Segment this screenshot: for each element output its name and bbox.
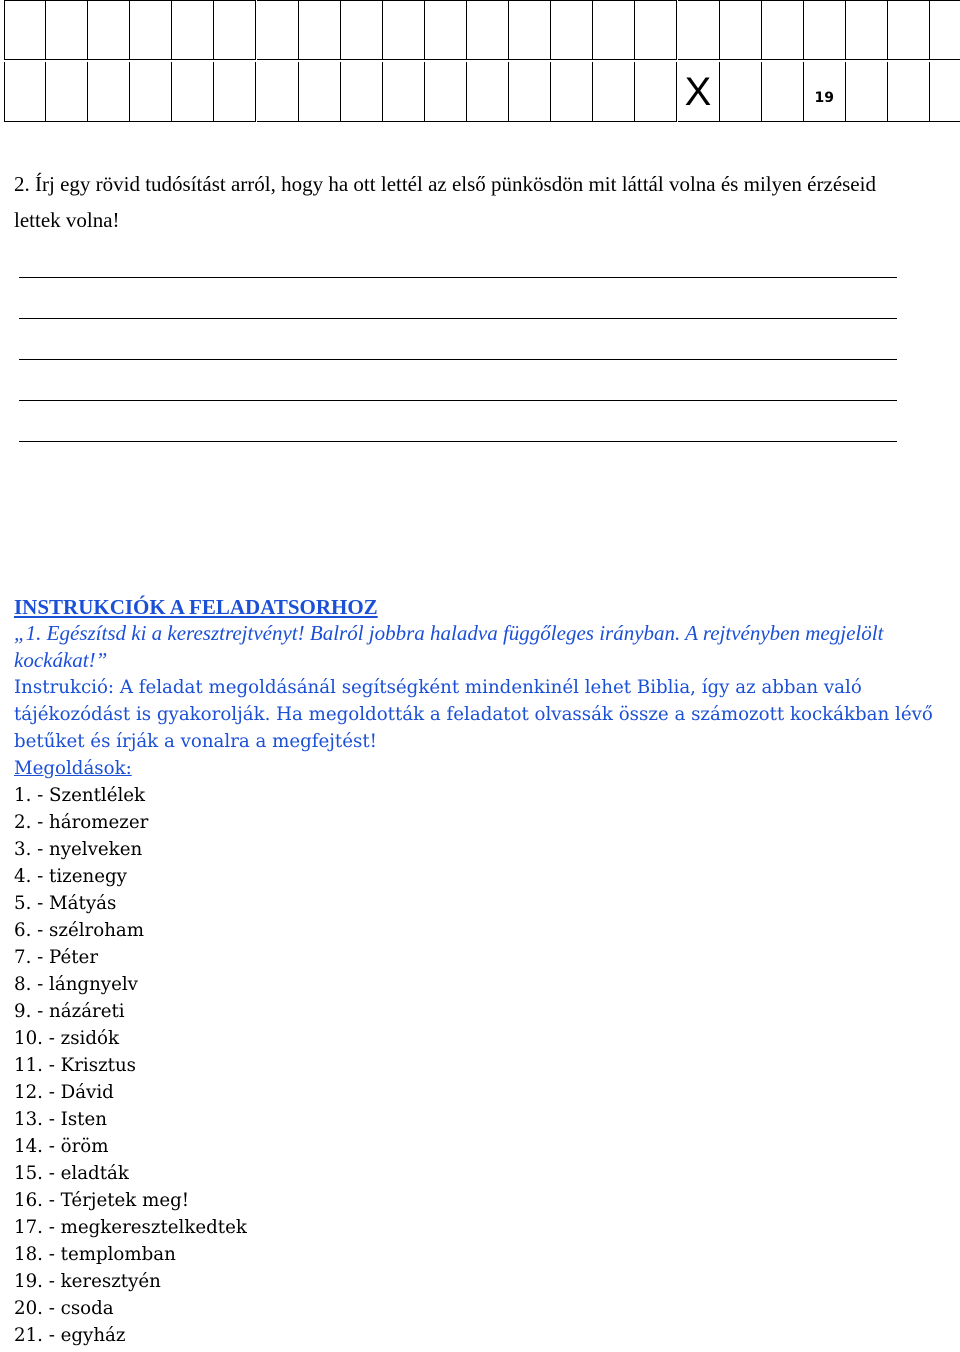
instructions-title: INSTRUKCIÓK A FELADATSORHOZ bbox=[14, 595, 378, 619]
solution-item: 16. - Térjetek meg! bbox=[14, 1190, 190, 1211]
crossword-cell bbox=[888, 62, 930, 122]
crossword-cell bbox=[341, 62, 383, 122]
crossword-cell bbox=[130, 62, 172, 122]
crossword-cell bbox=[299, 0, 341, 60]
crossword-cell bbox=[593, 0, 635, 60]
crossword-cell bbox=[888, 0, 930, 60]
crossword-cell bbox=[509, 0, 551, 60]
crossword-cell bbox=[551, 0, 593, 60]
crossword-cell bbox=[88, 62, 130, 122]
crossword-row-2 bbox=[4, 62, 960, 124]
crossword-cell bbox=[46, 62, 88, 122]
solution-item: 2. - háromezer bbox=[14, 812, 149, 833]
crossword-cell bbox=[257, 62, 299, 122]
crossword-cell bbox=[425, 62, 467, 122]
crossword-cell bbox=[804, 62, 846, 122]
crossword-cell bbox=[678, 0, 720, 60]
marked-cell-x: X bbox=[684, 70, 712, 114]
crossword-cell bbox=[762, 0, 804, 60]
solutions-list bbox=[14, 782, 934, 1349]
crossword-cell bbox=[214, 0, 256, 60]
solution-item: 7. - Péter bbox=[14, 947, 99, 968]
crossword-cell bbox=[720, 62, 762, 122]
task-1-instruction: „1. Egészítsd ki a keresztrejtvényt! Balról jobbra haladva függőleges irányban. A rejtvényben megjelölt kockákat!” bbox=[14, 621, 884, 672]
crossword-grid bbox=[4, 0, 960, 126]
instructions-section bbox=[14, 594, 934, 1349]
answer-line bbox=[19, 318, 897, 319]
crossword-cell bbox=[214, 62, 256, 122]
crossword-cell bbox=[88, 0, 130, 60]
solution-item: 13. - Isten bbox=[14, 1109, 107, 1130]
crossword-cell bbox=[46, 0, 88, 60]
solution-item: 14. - öröm bbox=[14, 1136, 109, 1157]
solution-item: 4. - tizenegy bbox=[14, 866, 127, 887]
crossword-cell bbox=[299, 62, 341, 122]
solution-item: 5. - Mátyás bbox=[14, 893, 117, 914]
crossword-cell bbox=[4, 0, 46, 60]
crossword-cell bbox=[678, 62, 720, 122]
solution-item: 11. - Krisztus bbox=[14, 1055, 137, 1076]
solution-item: 17. - megkeresztelkedtek bbox=[14, 1217, 247, 1238]
solution-item: 8. - lángnyelv bbox=[14, 974, 138, 995]
crossword-cell bbox=[551, 62, 593, 122]
answer-line bbox=[19, 400, 897, 401]
solution-item: 15. - eladták bbox=[14, 1163, 129, 1184]
solutions-heading: Megoldások: bbox=[14, 758, 132, 779]
answer-line bbox=[19, 277, 897, 278]
crossword-cell bbox=[130, 0, 172, 60]
solution-item: 18. - templomban bbox=[14, 1244, 176, 1265]
crossword-cell bbox=[4, 62, 46, 122]
solution-item: 6. - szélroham bbox=[14, 920, 145, 941]
solution-item: 21. - egyház bbox=[14, 1325, 126, 1346]
task-2-prompt: 2. Írj egy rövid tudósítást arról, hogy ha ott lettél az első pünkösdön mit láttál volna és milyen érzéseid lettek volna! bbox=[14, 172, 876, 232]
crossword-cell bbox=[383, 62, 425, 122]
crossword-cell bbox=[720, 0, 762, 60]
crossword-cell bbox=[467, 0, 509, 60]
crossword-cell bbox=[172, 0, 214, 60]
solution-item: 9. - názáreti bbox=[14, 1001, 125, 1022]
solution-item: 1. - Szentlélek bbox=[14, 785, 146, 806]
crossword-cell bbox=[846, 0, 888, 60]
crossword-cell bbox=[635, 62, 677, 122]
crossword-cell bbox=[593, 62, 635, 122]
crossword-cell bbox=[341, 0, 383, 60]
solution-item: 20. - csoda bbox=[14, 1298, 114, 1319]
solution-item: 10. - zsidók bbox=[14, 1028, 119, 1049]
instruction-paragraph: Instrukció: A feladat megoldásánál segítségként mindenkinél lehet Biblia, így az abban való tájékozódást is gyakorolják. Ha megoldották a feladatot olvassák össze a számozott kockákban lévő betűket és írják a vonalra a megfejtést! bbox=[14, 677, 933, 752]
crossword-cell bbox=[257, 0, 299, 60]
solution-item: 3. - nyelveken bbox=[14, 839, 143, 860]
crossword-cell bbox=[425, 0, 467, 60]
crossword-cell bbox=[383, 0, 425, 60]
solution-item: 19. - keresztyén bbox=[14, 1271, 161, 1292]
cell-number: 19 bbox=[814, 90, 835, 106]
crossword-cell bbox=[762, 62, 804, 122]
answer-line bbox=[19, 359, 897, 360]
crossword-cell bbox=[930, 0, 960, 60]
answer-line bbox=[19, 441, 897, 442]
crossword-cell bbox=[467, 62, 509, 122]
crossword-cell bbox=[172, 62, 214, 122]
crossword-cell bbox=[635, 0, 677, 60]
crossword-cell bbox=[509, 62, 551, 122]
crossword-cell bbox=[804, 0, 846, 60]
crossword-cell bbox=[930, 62, 960, 122]
crossword-row-1 bbox=[4, 0, 960, 62]
solution-item: 12. - Dávid bbox=[14, 1082, 114, 1103]
crossword-cell bbox=[846, 62, 888, 122]
